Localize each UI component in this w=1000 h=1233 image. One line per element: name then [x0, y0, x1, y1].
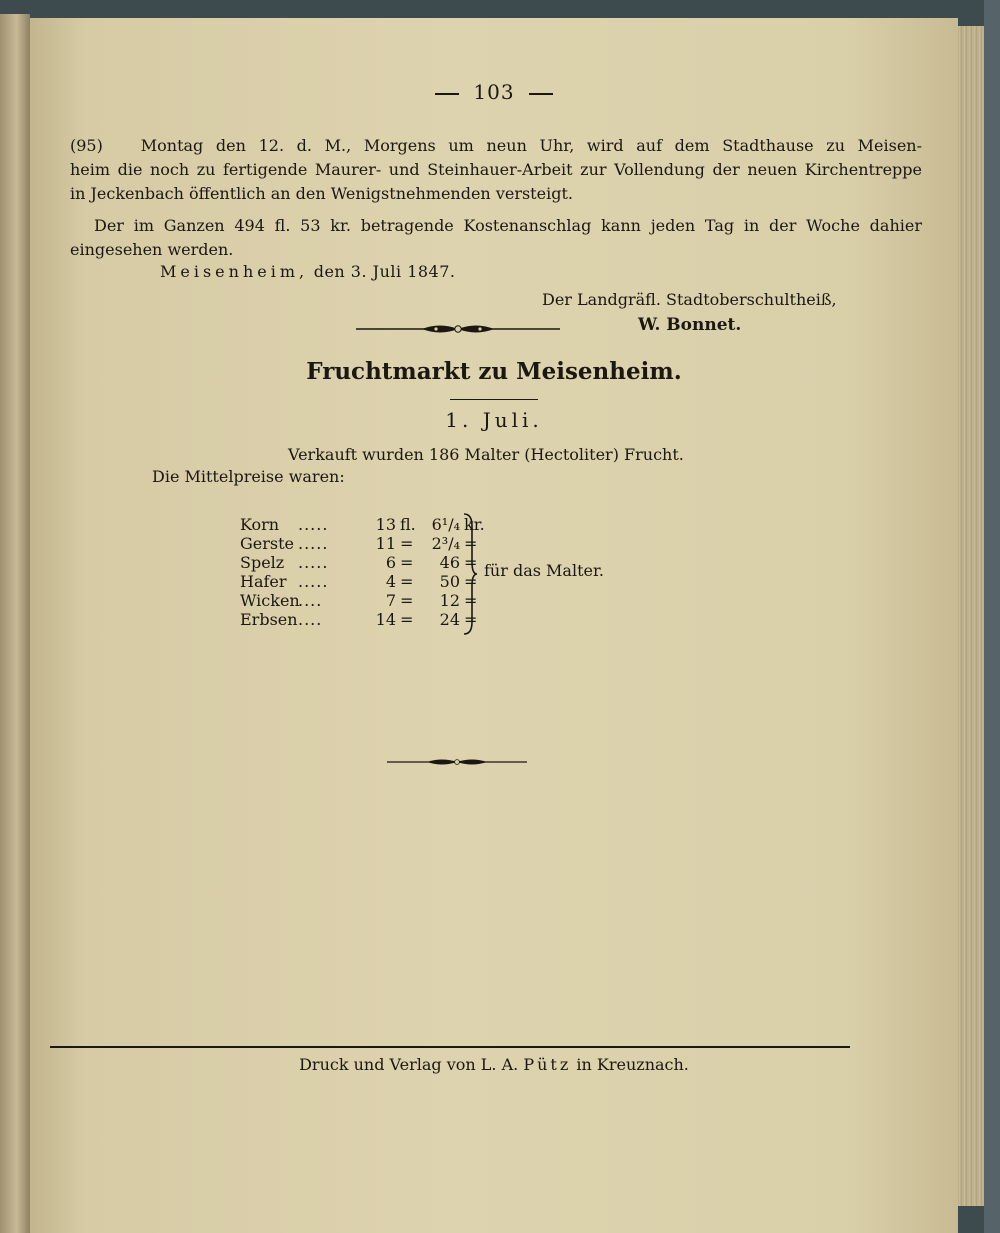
- curly-brace-icon: [462, 512, 478, 636]
- kreuzer-unit: =: [464, 591, 478, 610]
- page-number-text: 103: [473, 80, 515, 104]
- notice-line-3: in Jeckenbach öffentlich an den Wenigstnehmenden versteigt.: [70, 184, 573, 203]
- gulden-unit: =: [400, 553, 414, 572]
- gulden-unit: =: [400, 534, 414, 553]
- page-stack-edges: [958, 26, 984, 1206]
- grain-gulden: 14: [375, 610, 396, 629]
- grain-row: [240, 572, 480, 591]
- heading-rule: [450, 399, 538, 400]
- place-name: Meisenheim,: [160, 262, 309, 281]
- imprint-rule: [50, 1046, 850, 1048]
- page: [30, 18, 958, 1233]
- grain-row: [240, 534, 480, 553]
- grain-name: Wicken: [240, 591, 300, 610]
- ornament-end-divider-icon: [387, 756, 527, 768]
- grain-kreuzer: 6¹/₄: [431, 515, 460, 534]
- grain-gulden: 13: [375, 515, 396, 534]
- gulden-unit: =: [400, 572, 414, 591]
- leader-dots: .....: [298, 515, 329, 534]
- imprint-line: [30, 1055, 958, 1074]
- ornament-divider-icon: [356, 321, 560, 337]
- grain-gulden: 11: [375, 534, 396, 553]
- kreuzer-unit: =: [464, 534, 478, 553]
- per-malter-note: für das Malter.: [484, 561, 604, 580]
- facing-page-edge: [0, 14, 30, 1233]
- grain-row: [240, 515, 485, 534]
- grain-name: Spelz: [240, 553, 285, 572]
- grain-name: Hafer: [240, 572, 287, 591]
- gulden-unit: =: [400, 591, 414, 610]
- kreuzer-unit: =: [464, 610, 478, 629]
- grain-name: Erbsen: [240, 610, 298, 629]
- market-heading: Fruchtmarkt zu Meisenheim.: [306, 358, 682, 385]
- market-date: [30, 408, 958, 432]
- grain-row: [240, 553, 480, 572]
- kreuzer-unit: kr.: [464, 515, 485, 534]
- page-number-dash-right: [529, 93, 553, 95]
- page-number-dash-left: [435, 93, 459, 95]
- notice-line-2: heim die noch zu fertigende Maurer- und Steinhauer-Arbeit zur Vollendung der neuen Kirchentreppe: [70, 160, 922, 179]
- leader-dots: .....: [298, 534, 329, 553]
- imprint-suffix: in Kreuznach.: [576, 1055, 689, 1074]
- signature-name: W. Bonnet.: [638, 315, 742, 335]
- notice-paragraph: [70, 134, 922, 206]
- place-date-line: [160, 262, 456, 281]
- notice-cost-paragraph: [70, 214, 922, 262]
- average-prices-line: Die Mittelpreise waren:: [152, 467, 345, 486]
- notice-number: (95): [70, 136, 103, 155]
- grain-gulden: 7: [385, 591, 396, 610]
- grain-kreuzer: 2³/₄: [431, 534, 460, 553]
- leader-dots: .....: [298, 572, 329, 591]
- page-number: [30, 80, 958, 104]
- leader-dots: ....: [298, 610, 323, 629]
- grain-row: [240, 610, 480, 629]
- grain-row: [240, 591, 480, 610]
- sold-line: Verkauft wurden 186 Malter (Hectoliter) Frucht.: [288, 445, 684, 464]
- grain-kreuzer: 24: [439, 610, 460, 629]
- notice-date: den 3. Juli 1847.: [313, 262, 456, 281]
- kreuzer-unit: =: [464, 553, 478, 572]
- kreuzer-unit: =: [464, 572, 478, 591]
- notice-line-1: Montag den 12. d. M., Morgens um neun Uhr, wird auf dem Stadthause zu Meisen-: [140, 136, 922, 155]
- grain-gulden: 4: [385, 572, 396, 591]
- leader-dots: .....: [298, 553, 329, 572]
- book-cover-edge: [984, 0, 1000, 1233]
- grain-gulden: 6: [385, 553, 396, 572]
- grain-name: Korn: [240, 515, 280, 534]
- printer-name: Pütz: [523, 1055, 572, 1074]
- grain-name: Gerste: [240, 534, 295, 553]
- grain-kreuzer: 12: [439, 591, 460, 610]
- grain-price-table: [240, 515, 485, 629]
- gulden-unit: fl.: [400, 515, 416, 534]
- gulden-unit: =: [400, 610, 414, 629]
- market-date-text: 1. Juli.: [445, 408, 543, 432]
- notice-line-5: eingesehen werden.: [70, 240, 234, 259]
- imprint-prefix: Druck und Verlag von L. A.: [299, 1055, 519, 1074]
- signature-title: Der Landgräfl. Stadtoberschultheiß,: [542, 290, 837, 309]
- grain-kreuzer: 46: [439, 553, 460, 572]
- leader-dots: ....: [298, 591, 323, 610]
- grain-kreuzer: 50: [439, 572, 460, 591]
- notice-line-4: Der im Ganzen 494 fl. 53 kr. betragende Kostenanschlag kann jeden Tag in der Woche dahier: [94, 216, 922, 235]
